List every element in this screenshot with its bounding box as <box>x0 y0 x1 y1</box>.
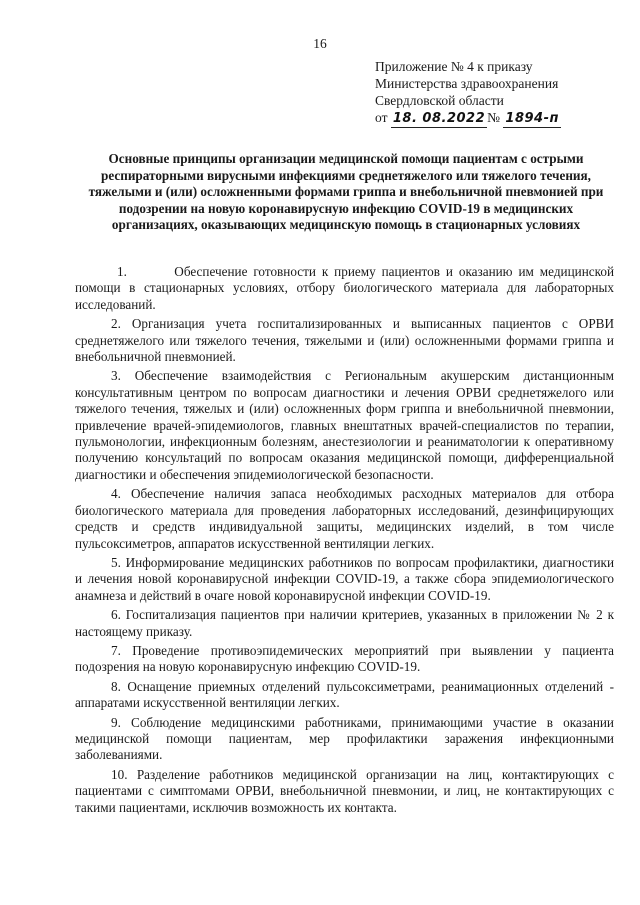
list-item-7: 7. Проведение противоэпидемических мероприятий при выявлении у пациента подозрения на новую коронавирусную инфекцию COVID-19. <box>75 642 614 675</box>
list-item-2: 2. Организация учета госпитализированных и выписанных пациентов с ОРВИ среднетяжелого или тяжелого течения, тяжелыми и (или) осложненными формами гриппа и внебольничной пневмонией. <box>75 316 614 365</box>
document-body <box>75 264 614 819</box>
list-item-4: 4. Обеспечение наличия запаса необходимых расходных материалов для отбора биологического материала для проведения лабораторных исследований, дезинфицирующих средств и средств индивидуальной защиты, медицинских изделий, в том числе пульсоксиметров, аппаратов искусственной вентиляции легких. <box>75 486 614 551</box>
appendix-line-2: Министерства здравоохранения <box>375 76 559 91</box>
list-item-5: 5. Информирование медицинских работников по вопросам профилактики, диагностики и лечения новой коронавирусной инфекции COVID-19, а также сбора эпидемиологического анамнеза и действий в очаге новой коронавирусной инфекции COVID-19. <box>75 554 614 603</box>
appendix-line-3: Свердловской области <box>375 93 504 108</box>
appendix-header <box>375 58 625 128</box>
list-item-10: 10. Разделение работников медицинской организации на лиц, контактирующих с пациентами с симптомами ОРВИ, внебольничной пневмонии, и лиц, не контактирующих с такими пациентами, исключив возможность их контакта. <box>75 766 614 815</box>
document-title: Основные принципы организации медицинской помощи пациентам с острыми респираторными вирусными инфекциями среднетяжелого или тяжелого течения, тяжелыми и (или) осложненными формами гриппа и внебольничной пневмонией при подозрении на новую коронавирусную инфекцию COVID-19 в медицинских организациях, оказывающих медицинскую помощь в стационарных условиях <box>88 151 604 232</box>
from-label: от <box>375 110 388 125</box>
list-item-9: 9. Соблюдение медицинскими работниками, принимающими участие в оказании медицинской помощи пациентам, мер профилактики заражения инфекционными заболеваниями. <box>75 714 614 763</box>
handwritten-number: 1894-п <box>505 111 559 126</box>
number-label: № <box>487 110 501 125</box>
list-item-1: 1. Обеспечение готовности к приему пациентов и оказанию им медицинской помощи в стационарных условиях, отбору биологического материала для лабораторных исследований. <box>75 264 614 312</box>
list-item-3: 3. Обеспечение взаимодействия с Региональным акушерским дистанционным консультативным центром по вопросам диагностики и лечения ОРВИ среднетяжелого или тяжелого течения, тяжелых и (или) осложненных форм гриппа и внебольничной пневмонии, привлечение врачей-эпидемиологов, главных внештатных врачей-специалистов по терапии, пульмонологии, инфекционным болезням, анестезиологии и реаниматологии к оперативному получению консультаций по вопросам оказания медицинской помощи, дифференциальной диагностики и обеспечения эпидемиологической безопасности. <box>75 368 614 482</box>
appendix-date-line <box>375 109 625 128</box>
handwritten-date: 18. 08.2022 <box>392 111 486 126</box>
list-item-8: 8. Оснащение приемных отделений пульсоксиметрами, реанимационных отделений - аппаратами искусственной вентиляции легких. <box>75 678 614 711</box>
list-item-6: 6. Госпитализация пациентов при наличии критериев, указанных в приложении № 2 к настоящему приказу. <box>75 607 614 639</box>
page-number: 16 <box>313 36 327 51</box>
appendix-line-1: Приложение № 4 к приказу <box>375 59 533 74</box>
